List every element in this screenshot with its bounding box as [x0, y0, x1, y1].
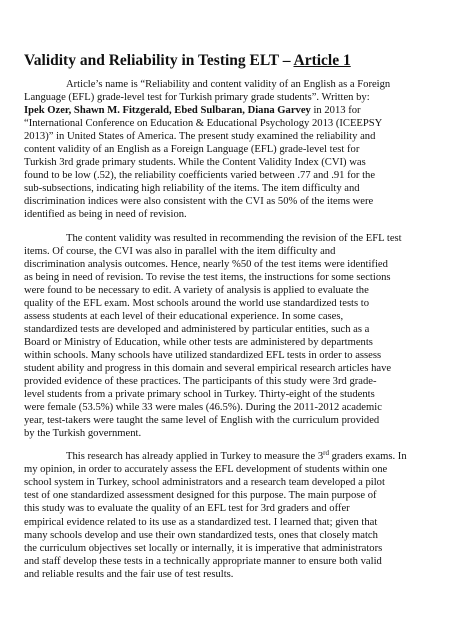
text-line: and reliable results and the fair use of test results. — [24, 568, 234, 580]
text-line: by the Turkish government. — [24, 428, 142, 440]
text-line: my opinion, in order to accurately assess the EFL development of students within one — [24, 464, 388, 476]
text-line: assess students at each level of their educational experience. In some cases, — [24, 310, 344, 322]
text-span: This research has already applied in Turkey to measure the 3 — [66, 451, 324, 463]
text-line: within schools. Many schools have utilized standardized EFL tests in order to assess — [24, 349, 382, 361]
text-line: 2013)” in United States of America. The present study examined the reliability and — [24, 131, 376, 143]
text-line: many schools develop and use their own standardized tests, ones that closely match — [24, 529, 378, 541]
text-line: the curriculum objectives set locally or internally, it is imperative that administrators — [24, 542, 383, 554]
text-line — [24, 104, 450, 117]
text-line: The content validity was resulted in recommending the revision of the EFL test — [66, 232, 402, 244]
text-line: discrimination indices were also consistent with the CVI as 50% of the items were — [24, 196, 374, 208]
text-line: as being in need of revision. To revise the test items, the instructions for some sections — [24, 271, 391, 283]
text-line: Article’s name is “Reliability and content validity of an English as a Foreign — [66, 79, 391, 90]
text-line: Turkish 3rd grade primary students. While the Content Validity Index (CVI) was — [24, 157, 366, 169]
text-line: Board or Ministry of Education, while other tests are administered by departments — [24, 336, 373, 348]
text-line: provided evidence of these practices. The participants of this study were 3rd grade- — [24, 376, 377, 388]
text-line: student ability and progress in this domain and several empirical research articles have — [24, 362, 392, 374]
text-line: quality of the EFL exam. Most schools around the world use standardized tests to — [24, 297, 370, 309]
text-line: and staff develop these tests in a technically appropriate manner to ensure both valid — [24, 555, 382, 567]
text-line: school system in Turkey, school administrators and a research team developed a pilot — [24, 477, 385, 489]
superscript: rd — [323, 449, 329, 458]
text-line: were female (53.5%) while 33 were males (46.5%). During the 2011-2012 academic — [24, 402, 382, 414]
text-line: this study was to evaluate the quality of an EFL test for 3rd graders and offer — [24, 503, 350, 515]
title-text: Validity and Reliability in Testing ELT – — [24, 52, 294, 69]
text-line — [24, 450, 450, 463]
text-span: in 2013 for — [310, 105, 361, 117]
paragraph-3 — [24, 450, 450, 580]
text-line: empirical evidence related to its use as a standardized test. I learned that; given that — [24, 516, 378, 528]
article-label: Article 1 — [293, 52, 351, 69]
text-span: graders exams. In — [328, 451, 407, 463]
text-line: Language (EFL) grade-level test for Turkish primary grade students”. Written by: — [24, 92, 370, 104]
paragraph-1 — [24, 78, 450, 222]
text-line: items. Of course, the CVI was also in parallel with the item difficulty and — [24, 245, 336, 257]
paragraph-2 — [24, 232, 450, 441]
text-line: year, test-takers were taught the same level of English with the curriculum provided — [24, 415, 380, 427]
text-line: sub-subsections, indicating high reliability of the items. The item difficulty and — [24, 183, 360, 195]
document-title — [24, 52, 450, 70]
text-line: “International Conference on Education & Educational Psychology 2013 (ICEEPSY — [24, 118, 383, 130]
text-line: test of one standardized assessment designed for this purpose. The main purpose of — [24, 490, 377, 502]
text-line: level students from a private primary school in Turkey. Thirty-eight of the students — [24, 389, 375, 401]
text-line: standardized tests are developed and administered by particular entities, such as a — [24, 323, 370, 335]
authors: Ipek Ozer, Shawn M. Fitzgerald, Ebed Sulbaran, Diana Garvey — [24, 105, 311, 117]
text-line: identified as being in need of revision. — [24, 209, 187, 221]
text-line: content validity of an English as a Foreign Language (EFL) grade-level test for — [24, 144, 360, 156]
text-line: discrimination analysis outcomes. Hence, nearly %50 of the test items were identified — [24, 258, 388, 270]
text-line: were found to be necessary to edit. A variety of analysis is applied to evaluate the — [24, 284, 369, 296]
text-line: found to be low (.52), the reliability coefficients varied between .77 and .91 for the — [24, 170, 376, 182]
